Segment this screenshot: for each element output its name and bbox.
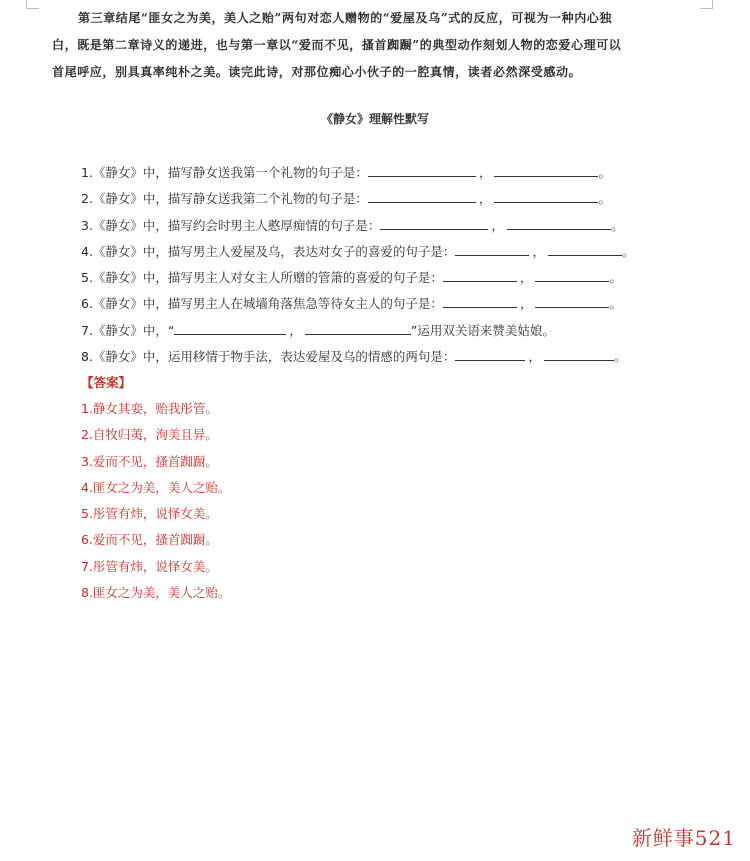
answer-item: 3.爱而不见，搔首踟蹰。 — [81, 453, 218, 469]
blank-separator: ， — [519, 270, 533, 286]
blank-separator: ， — [519, 296, 533, 312]
question-text: 6.《静女》中，描写男主人在城墙角落焦急等待女主人的句子是： — [81, 296, 443, 312]
question-end: 。 — [621, 243, 635, 259]
intro-paragraph — [52, 5, 702, 86]
question-text: 7.《静女》中，“ — [81, 322, 175, 338]
question-end: ”运用双关语来赞美姑娘。 — [410, 322, 555, 338]
question-end: 。 — [610, 217, 624, 233]
question-text: 2.《静女》中，描写静女送我第二个礼物的句子是： — [81, 191, 368, 207]
answer-item: 8.匪女之为美，美人之贻。 — [81, 585, 231, 601]
answer-blank — [455, 347, 525, 361]
question-list — [81, 160, 634, 370]
answer-item: 2.自牧归荑，洵美且异。 — [81, 427, 218, 443]
blank-separator: ， — [289, 322, 302, 338]
answer-item: 5.彤管有炜，说怿女美。 — [81, 506, 218, 522]
blank-separator: ， — [478, 191, 492, 207]
answer-blank — [368, 163, 476, 177]
question-item — [81, 213, 634, 239]
answer-item: 6.爱而不见，搔首踟蹰。 — [81, 532, 218, 548]
answer-item: 7.彤管有炜，说怿女美。 — [81, 558, 218, 574]
answer-blank — [544, 347, 614, 361]
question-end: 。 — [609, 296, 622, 312]
question-text: 1.《静女》中，描写静女送我第一个礼物的句子是： — [81, 165, 368, 180]
answer-blank — [305, 321, 411, 335]
question-item — [81, 239, 634, 265]
intro-line: 首尾呼应，别具真率纯朴之美。读完此诗，对那位痴心小伙子的一腔真情，读者必然深受感动。 — [52, 65, 582, 79]
question-text: 4.《静女》中，描写男主人爱屋及乌，表达对女子的喜爱的句子是： — [81, 243, 456, 259]
watermark-text: 新鲜事521 — [631, 826, 736, 850]
question-item — [81, 344, 634, 370]
blank-separator: ， — [478, 165, 492, 180]
question-end: 。 — [609, 270, 622, 286]
answer-blank — [443, 268, 517, 282]
question-item — [81, 186, 634, 212]
question-item — [81, 318, 634, 344]
intro-line: 第三章结尾“匪女之为美，美人之贻”两句对恋人赠物的“爱屋及乌”式的反应，可视为一种内心独 — [78, 11, 613, 25]
answer-heading: 【答案】 — [81, 375, 132, 390]
answer-blank — [380, 216, 488, 230]
intro-line: 白，既是第二章诗义的递进，也与第一章以“爱而不见，搔首踟蹰”的典型动作刻划人物的恋爱心理可以 — [52, 38, 622, 52]
section-title: 《静女》理解性默写 — [320, 112, 429, 126]
answer-blank — [494, 163, 598, 177]
answer-blank — [455, 242, 529, 256]
question-item — [81, 265, 634, 291]
blank-separator: ， — [491, 217, 504, 233]
answer-blank — [507, 216, 611, 230]
question-end: 。 — [598, 191, 611, 207]
blank-separator: ， — [528, 349, 541, 365]
answer-blank — [443, 294, 517, 308]
question-text: 8.《静女》中，运用移情于物手法，表达爱屋及乌的情感的两句是： — [81, 349, 456, 365]
answer-item: 4.匪女之为美，美人之贻。 — [81, 479, 231, 495]
question-item — [81, 291, 634, 317]
answer-blank — [368, 189, 476, 203]
answer-blank — [174, 321, 286, 335]
answer-blank — [494, 189, 598, 203]
page-corner-mark-left — [26, 0, 39, 9]
question-item — [81, 160, 634, 186]
question-text: 3.《静女》中，描写约会时男主人憨厚痴情的句子是： — [81, 217, 381, 233]
blank-separator: ， — [532, 243, 545, 259]
answer-item: 1.静女其娈，贻我彤管。 — [81, 401, 218, 416]
question-end: 。 — [598, 165, 611, 180]
question-text: 5.《静女》中，描写男主人对女主人所赠的管箫的喜爱的句子是： — [81, 270, 443, 286]
question-end: 。 — [613, 349, 627, 365]
answer-blank — [535, 294, 609, 308]
answer-blank — [535, 268, 609, 282]
answer-section — [81, 370, 230, 606]
answer-blank — [548, 242, 622, 256]
